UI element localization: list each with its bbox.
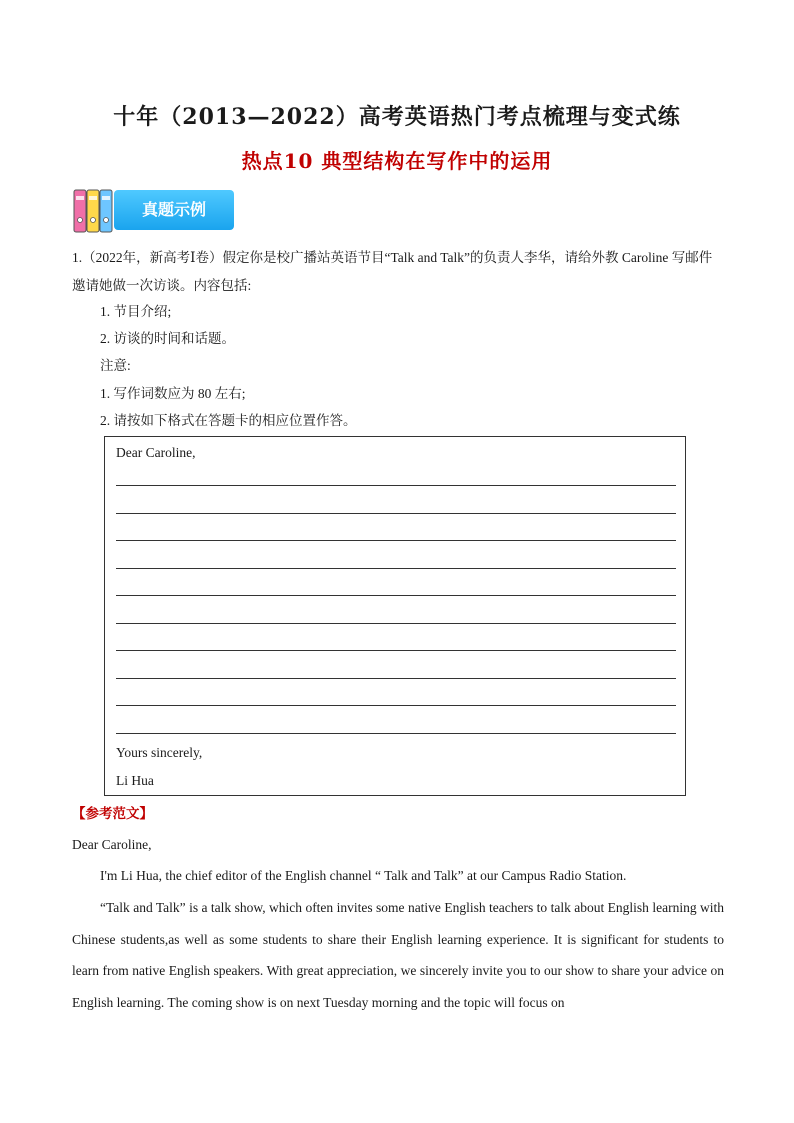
writing-line <box>116 705 676 706</box>
answer-greeting: Dear Caroline, <box>116 445 196 460</box>
page-subtitle: 热点10 典型结构在写作中的运用 <box>241 149 553 173</box>
answer-box <box>104 436 686 796</box>
answer-signature: Li Hua <box>116 773 154 788</box>
writing-line <box>116 485 676 486</box>
note-item-1: 1. 写作词数应为 80 左右; <box>100 386 246 401</box>
writing-line <box>116 678 676 679</box>
writing-line <box>116 568 676 569</box>
section-header <box>72 186 242 236</box>
page-title: 十年（2013—2022）高考英语热门考点梳理与变式练 <box>113 104 681 130</box>
note-item-2: 2. 请按如下格式在答题卡的相应位置作答。 <box>100 413 357 428</box>
reference-paragraph-2: “Talk and Talk” is a talk show, which often invites some native English teachers to talk about English learning with Chinese students,as well as some students to share their English learning experience. It is significant for students to learn from native English speakers. With great appreciation, we sincerely invite you to our show to share your advice on English learning. The coming show is on next Tuesday morning and the topic will focus on <box>72 900 724 1010</box>
question-item-1: 1. 节目介绍; <box>100 304 172 319</box>
writing-line <box>116 595 676 596</box>
question-item-2: 2. 访谈的时间和话题。 <box>100 331 235 346</box>
question-prompt: 1.（2022年，新高考Ⅰ卷）假定你是校广播站英语节目“Talk and Talk”的负责人李华，请给外教 Caroline 写邮件邀请她做一次访谈。内容包括: <box>72 250 713 293</box>
writing-line <box>116 650 676 651</box>
note-label: 注意: <box>100 358 131 373</box>
writing-line <box>116 623 676 624</box>
answer-closing: Yours sincerely, <box>116 745 203 760</box>
writing-line <box>116 540 676 541</box>
reference-label: 【参考范文】 <box>72 806 153 822</box>
writing-line <box>116 733 676 734</box>
section-badge: 真题示例 <box>114 190 234 230</box>
reference-paragraph-1: I'm Li Hua, the chief editor of the English channel “ Talk and Talk” at our Campus Radio Station. <box>100 868 627 883</box>
reference-greeting: Dear Caroline, <box>72 837 152 852</box>
writing-line <box>116 513 676 514</box>
binders-icon <box>72 188 114 234</box>
